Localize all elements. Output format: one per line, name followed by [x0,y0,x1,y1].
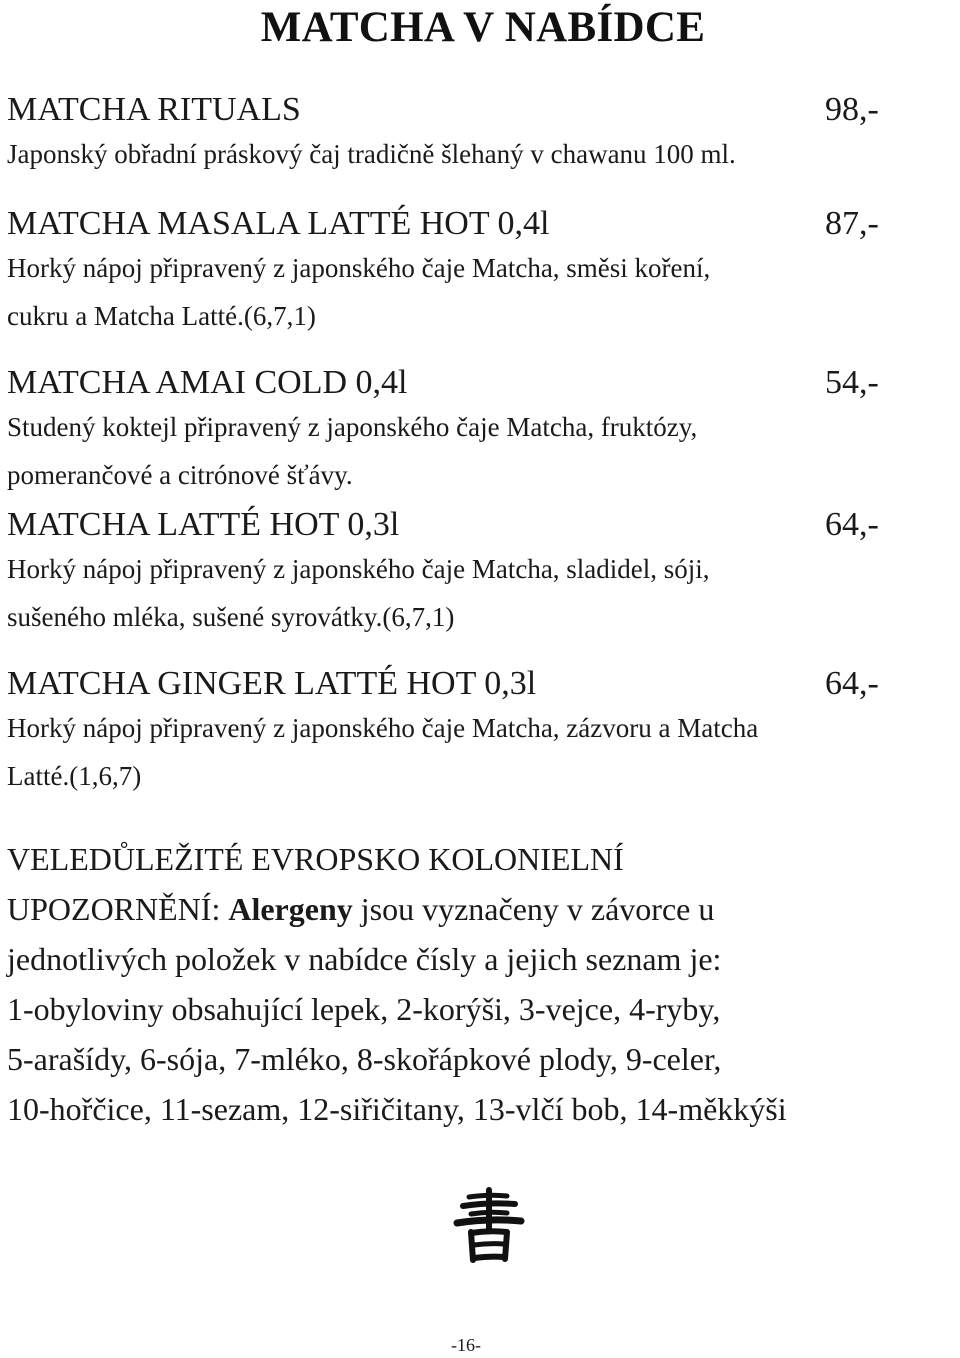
allergen-list-line: 10-hořčice, 11-sezam, 12-siřičitany, 13-vlčí bob, 14-měkkýši [7,1091,787,1127]
menu-item-name: MATCHA AMAI COLD 0,4l [7,364,408,401]
page-number: -16- [451,1335,481,1355]
notice-line: jednotlivých položek v nabídce čísly a jejich seznam je: [7,941,722,977]
allergen-list-line: 5-arašídy, 6-sója, 7-mléko, 8-skořápkové plody, 9-celer, [7,1041,722,1077]
menu-item-name: MATCHA GINGER LATTÉ HOT 0,3l [7,665,537,702]
notice-text: jsou vyznačeny v závorce u [352,891,715,927]
menu-item-header [7,664,957,704]
menu-item-description [7,244,957,340]
menu-item-name: MATCHA MASALA LATTÉ HOT 0,4l [7,205,550,242]
menu-item-header [7,204,957,244]
menu-item-header [7,505,957,545]
menu-item-name: MATCHA RITUALS [7,91,301,128]
menu-item-price: 64,- [825,506,879,543]
notice-line: VELEDŮLEŽITÉ EVROPSKO KOLONIELNÍ [7,841,624,877]
menu-item-matcha-amai-cold [7,363,957,499]
menu-item-price: 64,- [825,665,879,702]
page-title: MATCHA V NABÍDCE [260,4,706,51]
menu-item-price: 54,- [825,364,879,401]
description-line: Japonský obřadní práskový čaj tradičně šlehaný v chawanu 100 ml. [7,139,736,169]
description-line: cukru a Matcha Latté.(6,7,1) [7,301,316,331]
menu-item-description [7,403,957,499]
menu-item-matcha-latte-hot [7,505,957,641]
description-line: Horký nápoj připravený z japonského čaje Matcha, zázvoru a Matcha [7,713,759,743]
description-line: Latté.(1,6,7) [7,761,142,791]
menu-item-header [7,363,957,403]
allergen-list-line: 1-obyloviny obsahující lepek, 2-korýši, 3-vejce, 4-ryby, [7,991,721,1027]
description-line: sušeného mléka, sušené syrovátky.(6,7,1) [7,602,455,632]
description-line: Horký nápoj připravený z japonského čaje Matcha, směsi koření, [7,253,711,283]
menu-item-name: MATCHA LATTÉ HOT 0,3l [7,506,400,543]
notice-label: UPOZORNĚNÍ: [7,891,229,927]
menu-item-price: 87,- [825,205,879,242]
menu-item-description [7,545,957,641]
description-line: pomerančové a citrónové šťávy. [7,460,353,490]
notice-line [7,884,957,934]
menu-item-matcha-rituals [7,90,957,178]
description-line: Studený koktejl připravený z japonského čaje Matcha, fruktózy, [7,412,698,442]
allergen-notice [7,834,957,1134]
calligraphy-seal-icon [449,1186,529,1266]
description-line: Horký nápoj připravený z japonského čaje Matcha, sladidel, sóji, [7,554,710,584]
menu-item-description [7,704,957,800]
menu-item-price: 98,- [825,91,879,128]
menu-item-matcha-masala-latte [7,204,957,340]
menu-item-header [7,90,957,130]
allergen-keyword: Alergeny [228,891,353,927]
menu-item-description [7,130,957,178]
menu-item-matcha-ginger-latte [7,664,957,800]
